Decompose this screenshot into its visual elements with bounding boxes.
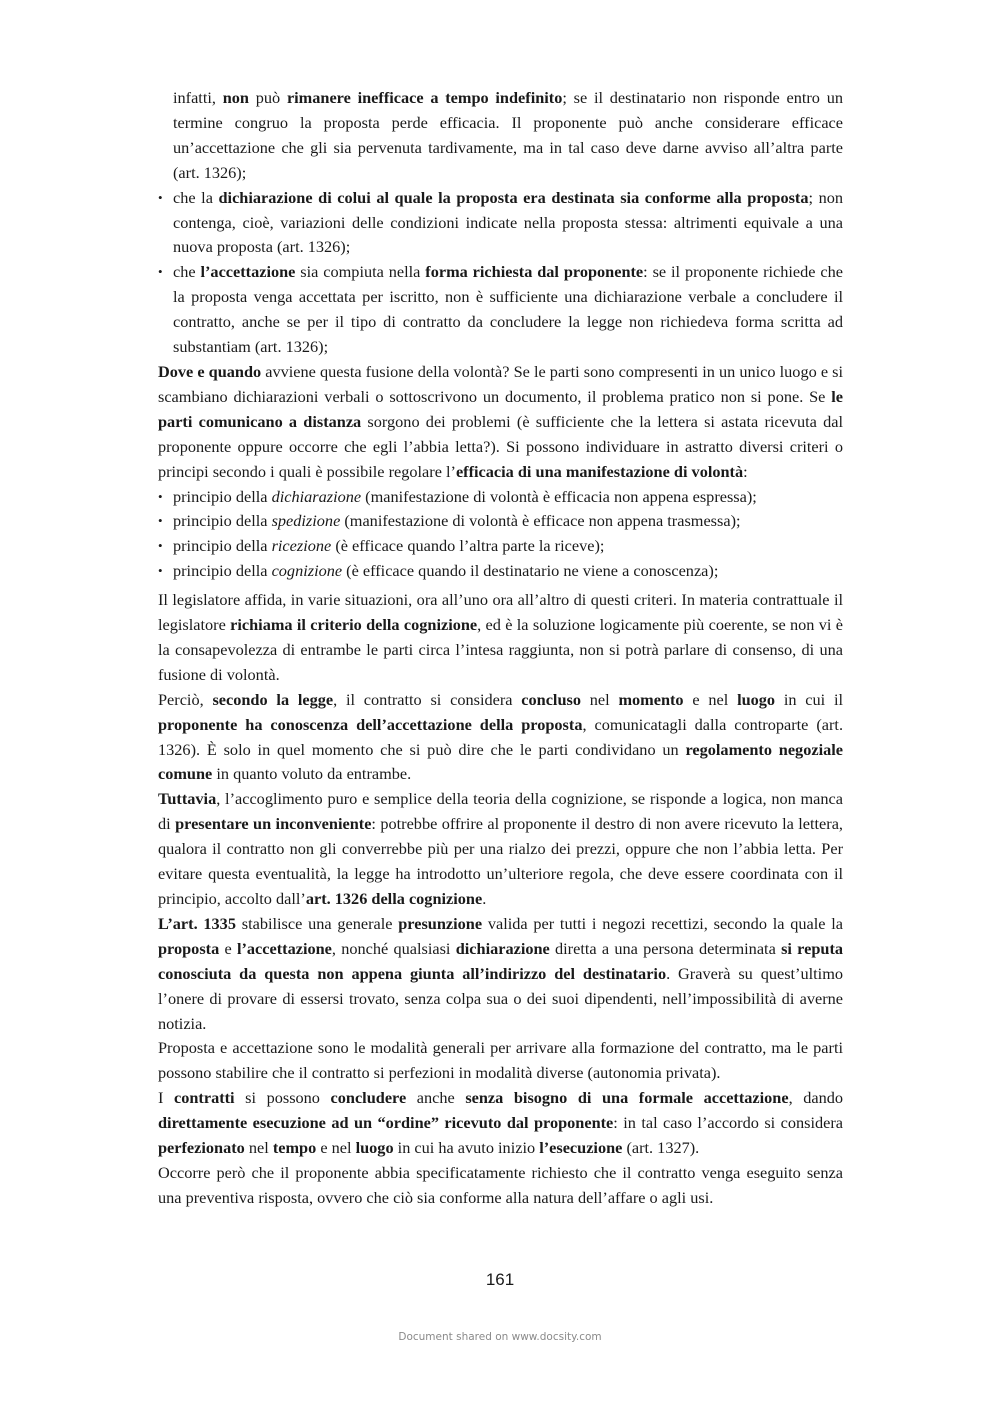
bold-text: contratti bbox=[174, 1088, 235, 1108]
bold-text: tempo bbox=[272, 1138, 317, 1158]
paragraph bbox=[158, 1086, 843, 1161]
list-item bbox=[158, 559, 843, 584]
text-run: stabilisce una generale bbox=[235, 913, 399, 933]
text-run: principio della bbox=[173, 486, 272, 506]
text-run: . Graverà su quest’ultimo l’onere di provare di essersi trovato, senza colpa sua o dei suoi dipendenti, nell’impossibilità di averne notizia. bbox=[158, 963, 843, 1033]
text-run: principio della bbox=[173, 536, 272, 556]
text-run: : se il proponente richiede che la proposta venga accettata per iscritto, non è sufficiente una dichiarazione verbale a concludere il contratto, anche se per il tipo di contratto da concludere la legge non richiedeva forma scritta ad substantiam (art. 1326); bbox=[173, 262, 843, 357]
text-run: che bbox=[173, 262, 201, 282]
text-run: può bbox=[248, 88, 287, 107]
list-item bbox=[158, 485, 843, 510]
bold-text: luogo bbox=[355, 1138, 394, 1158]
bold-text: non bbox=[222, 88, 249, 107]
text-run: e nel bbox=[683, 689, 738, 709]
bold-text: Dove e quando bbox=[158, 361, 262, 381]
text-run: e nel bbox=[316, 1138, 356, 1158]
text-run: (manifestazione di volontà è efficacia non appena espressa); bbox=[361, 486, 757, 506]
bold-text: direttamente esecuzione ad un “ordine” ricevuto dal proponente bbox=[158, 1113, 614, 1133]
paragraph bbox=[158, 787, 843, 912]
text-run: valida per tutti i negozi recettizi, secondo la quale la bbox=[482, 913, 843, 933]
text-run: Proposta e accettazione sono le modalità generali per arrivare alla formazione del contratto, ma le parti possono stabilire che il contratto si perfezioni in modalità diverse (autonomia privata). bbox=[158, 1038, 843, 1083]
bullet-list bbox=[158, 485, 843, 585]
text-run: (è efficace quando l’altra parte la riceve); bbox=[331, 536, 605, 556]
text-run: (è efficace quando il destinatario ne viene a conoscenza); bbox=[342, 561, 719, 581]
bold-text: l’esecuzione bbox=[539, 1138, 623, 1158]
bold-text: regolamento negoziale comune bbox=[158, 739, 843, 784]
text-run: , il contratto si considera bbox=[333, 689, 522, 709]
bold-text: senza bisogno di una formale accettazione bbox=[465, 1088, 789, 1108]
italic-text: spedizione bbox=[271, 511, 341, 531]
text-run: sorgono dei problemi (è sufficiente che la lettera si astata ricevuta dal proponente oppure occorre che egli l’abbia letta?). Si possono individuare in astratto diversi criteri o principi secondo i quali è possibile regolare l’ bbox=[158, 411, 843, 481]
paragraph bbox=[158, 86, 843, 186]
bold-text: l’accettazione bbox=[236, 938, 332, 958]
text-run: : potrebbe offrire al proponente il destro di non avere ricevuto la lettera, qualora il contratto non gli converrebbe più per una rialzo dei prezzi, oppure che non l’abbia letta. Per evitare questa eventualità, la legge ha introdotto un’ulteriore regola, che deve essere coordinata con il principio, accolto dall’ bbox=[158, 814, 843, 908]
text-run: anche bbox=[406, 1088, 466, 1108]
bold-text: forma richiesta dal proponente bbox=[425, 262, 644, 282]
bold-text: art. 1326 della cognizione bbox=[305, 889, 483, 908]
bold-text: luogo bbox=[737, 689, 776, 709]
text-run: in quanto voluto da entrambe. bbox=[212, 764, 412, 784]
bold-text: si reputa conosciuta da questa non appena giunta all’indirizzo del destinatario bbox=[158, 938, 844, 983]
text-run: che la bbox=[173, 187, 219, 207]
paragraph bbox=[158, 1036, 843, 1086]
bold-text: presentare un inconveniente bbox=[175, 814, 372, 834]
text-run: Perciò, bbox=[158, 689, 213, 709]
bold-text: richiama il criterio della cognizione bbox=[230, 615, 478, 635]
list-item bbox=[158, 260, 843, 360]
paragraph bbox=[158, 1161, 843, 1211]
text-run: nel bbox=[244, 1138, 273, 1158]
italic-text: ricezione bbox=[271, 536, 332, 556]
bold-text: proponente ha conoscenza dell’accettazione della proposta bbox=[158, 714, 583, 734]
text-run: : bbox=[743, 461, 748, 481]
text-run: Il legislatore affida, in varie situazioni, ora all’uno ora all’altro di questi criteri. In materia contrattuale il legislatore bbox=[158, 590, 843, 635]
document-body bbox=[158, 86, 843, 1211]
text-run: principio della bbox=[173, 561, 272, 581]
list-item bbox=[158, 186, 843, 261]
bold-text: perfezionato bbox=[158, 1138, 245, 1158]
text-run: Occorre però che il proponente abbia specificatamente richiesto che il contratto venga eseguito senza una preventiva risposta, ovvero che ciò sia conforme alla natura dell’affare o agli usi. bbox=[158, 1162, 843, 1207]
text-run: diretta a una persona determinata bbox=[549, 938, 782, 958]
bold-text: presunzione bbox=[398, 913, 483, 933]
list-item bbox=[158, 534, 843, 559]
text-run: I bbox=[158, 1088, 174, 1108]
text-run: nel bbox=[581, 689, 619, 709]
text-run: , nonché qualsiasi bbox=[331, 938, 456, 958]
text-run: ; non contenga, cioè, variazioni delle condizioni indicate nella proposta stessa: altrimenti equivale a una nuova proposta (art. 1326); bbox=[173, 187, 844, 257]
text-run: ; se il destinatario non risponde entro un termine congruo la proposta perde efficacia. Il proponente può anche considerare efficace un’accettazione che gli sia pervenuta tardivamente, ma in tal caso deve darne avviso all’altra parte (art. 1326); bbox=[173, 88, 843, 182]
paragraph bbox=[158, 688, 843, 788]
bold-text: efficacia di una manifestazione di volontà bbox=[455, 461, 744, 481]
italic-text: dichiarazione bbox=[271, 486, 362, 506]
text-run: , l’accoglimento puro e semplice della teoria della cognizione, se risponde a logica, non manca di bbox=[158, 789, 843, 834]
text-run: , comunicatagli dalla controparte (art. 1326). È solo in quel momento che si può dire che le parti condividano un bbox=[158, 714, 844, 759]
text-run: avviene questa fusione della volontà? Se le parti sono compresenti in un unico luogo e si scambiano dichiarazioni verbali o sottoscrivono un documento, il problema pratico non si pone. Se bbox=[158, 361, 843, 406]
footer-watermark: Document shared on www.docsity.com bbox=[398, 1331, 602, 1343]
paragraph bbox=[158, 912, 843, 1037]
text-run: si possono bbox=[234, 1088, 331, 1108]
bold-text: dichiarazione di colui al quale la proposta era destinata sia conforme alla proposta bbox=[218, 187, 809, 207]
bold-text: concludere bbox=[330, 1088, 407, 1108]
text-run: in cui il bbox=[775, 689, 844, 709]
bold-text: le parti comunicano a distanza bbox=[158, 386, 843, 431]
bold-text: concluso bbox=[521, 689, 581, 709]
paragraph bbox=[158, 588, 843, 688]
bold-text: l’accettazione bbox=[200, 262, 296, 282]
text-run: principio della bbox=[173, 511, 272, 531]
paragraph bbox=[158, 360, 843, 485]
text-run: , dando bbox=[788, 1088, 844, 1108]
text-run: in cui ha avuto inizio bbox=[393, 1138, 540, 1158]
list-item bbox=[158, 509, 843, 534]
text-run: . bbox=[482, 889, 487, 908]
text-run: (art. 1327). bbox=[622, 1138, 700, 1158]
bold-text: secondo la legge bbox=[212, 689, 334, 709]
bold-text: Tuttavia bbox=[158, 789, 217, 809]
bold-text: dichiarazione bbox=[455, 938, 550, 958]
text-run: infatti, bbox=[173, 88, 223, 107]
bold-text: rimanere inefficace a tempo indefinito bbox=[286, 88, 563, 107]
text-run: sia compiuta nella bbox=[295, 262, 426, 282]
bullet-list bbox=[158, 186, 843, 360]
bold-text: proposta bbox=[158, 938, 220, 958]
bold-text: momento bbox=[618, 689, 684, 709]
text-run: (manifestazione di volontà è efficace non appena trasmessa); bbox=[340, 511, 741, 531]
text-run: e bbox=[219, 938, 237, 958]
page-number: 161 bbox=[485, 1270, 515, 1289]
italic-text: cognizione bbox=[271, 561, 343, 581]
bold-text: L’art. 1335 bbox=[158, 913, 236, 933]
text-run: : in tal caso l’accordo si considera bbox=[613, 1113, 843, 1133]
text-run: , ed è la soluzione logicamente più coerente, se non vi è la consapevolezza di entrambe le parti circa l’intesa raggiunta, non si potrà parlare di consenso, di una fusione di volontà. bbox=[158, 615, 843, 684]
